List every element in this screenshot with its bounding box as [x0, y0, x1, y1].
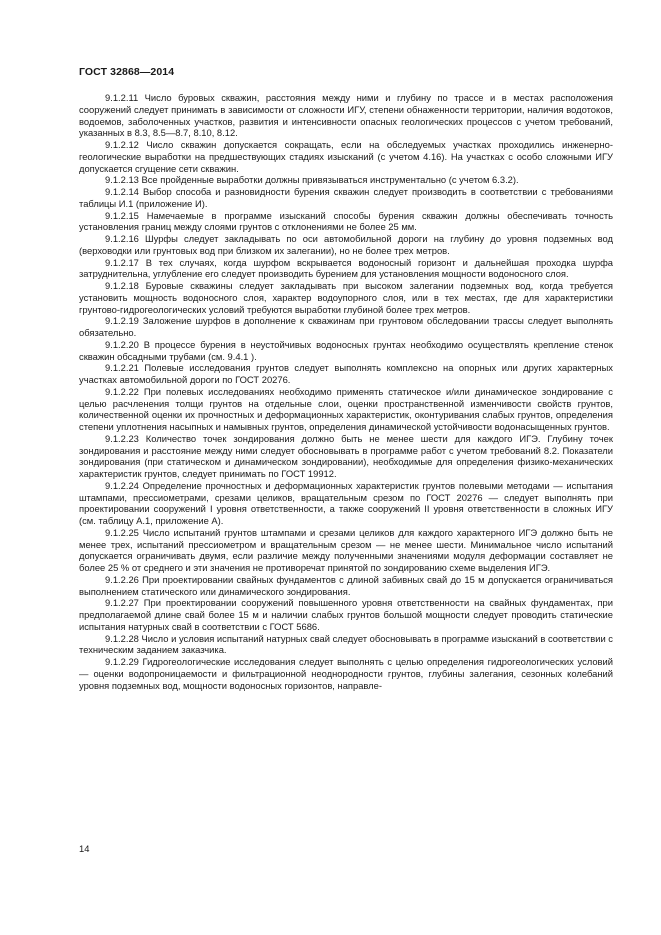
paragraph-9-1-2-25: 9.1.2.25 Число испытаний грунтов штампами и срезами целиков для каждого характерного ИГЭ должно быть не менее трех, испытаний прессиометром и вращательным срезом — не менее шести. Минимальное число испытаний допускается ограничивать двумя, если различие между полученными значениями модуля деформации составляет не более 25 % от среднего и эти значения не противоречат принятой по зондированию схеме выделения ИГЭ. [79, 526, 613, 573]
paragraph-9-1-2-22: 9.1.2.22 При полевых исследованиях необходимо применять статическое и/или динамическое зондирование с целью расчленения толщи грунтов на отдельные слои, оценки пространственной изменчивости свойств грунтов, количественной оценки их прочностных и деформационных характеристик, оконтуривания слабых грунтов, определения степени уплотнения насыпных и намывных грунтов, определения динамической устойчивости водонасыщенных грунтов. [79, 385, 613, 432]
paragraph-9-1-2-20: 9.1.2.20 В процессе бурения в неустойчивых водоносных грунтах необходимо осуществлять крепление стенок скважин обсадными трубами (см. 9.4.1 ). [79, 338, 613, 362]
paragraph-9-1-2-14: 9.1.2.14 Выбор способа и разновидности бурения скважин следует производить в соответствии с требованиями таблицы И.1 (приложение И). [79, 186, 613, 209]
paragraph-9-1-2-11: 9.1.2.11 Число буровых скважин, расстояния между ними и глубину по трассе и в местах расположения сооружений следует принимать в зависимости от сложности ИГУ, степени обнаженности территории, наличия водотоков, водоемов, заболоченных участков, развития и интенсивности опасных геологических процессов с учетом требований, указанных в 8.3, 8.5—8.7, 8.10, 8.12. [79, 92, 613, 139]
paragraph-9-1-2-18: 9.1.2.18 Буровые скважины следует закладывать при высоком залегании подземных вод, когда требуется установить мощность водоносного слоя, характер водоупорного слоя, или в тех местах, где для характеристики грунтово-гидрогеологических условий требуются выработки глубиной более трех метров. [79, 280, 613, 315]
paragraph-9-1-2-19: 9.1.2.19 Заложение шурфов в дополнение к скважинам при грунтовом обследовании трассы следует выполнять обязательно. [79, 315, 613, 338]
paragraph-9-1-2-24: 9.1.2.24 Определение прочностных и деформационных характеристик грунтов полевыми методами — испытания штампами, прессиометрами, срезами целиков, вращательным срезом по ГОСТ 20276 — следует выполнять при проектировании сооружений I уровня ответственности, а также сооружений II уровня ответственности в сложных ИГУ (см. таблицу А.1, приложение А). [79, 479, 613, 526]
paragraph-9-1-2-16: 9.1.2.16 Шурфы следует закладывать по оси автомобильной дороги на глубину до уровня подземных вод (верховодки или грунтовых вод при близком их залегании), но не более трех метров. [79, 233, 613, 256]
paragraph-9-1-2-29: 9.1.2.29 Гидрогеологические исследования следует выполнять с целью определения гидрогеологических условий — оценки водопроницаемости и фильтрационной неоднородности грунтов, глубины залегания, сезонных колебаний уровня подземных вод, мощности водоносных горизонтов, направле- [79, 656, 613, 691]
paragraph-9-1-2-13: 9.1.2.13 Все пройденные выработки должны привязываться инструментально (с учетом 6.3.2). [105, 174, 519, 186]
paragraph-9-1-2-26: 9.1.2.26 При проектировании свайных фундаментов с длиной забивных свай до 15 м допускается ограничиваться выполнением статического или динамического зондирования. [79, 573, 613, 597]
document-body [79, 92, 613, 691]
document-header-title: ГОСТ 32868—2014 [79, 66, 175, 78]
paragraph-9-1-2-21: 9.1.2.21 Полевые исследования грунтов следует выполнять комплексно на опорных или других характерных участках автомобильной дороги по ГОСТ 20276. [79, 362, 613, 385]
paragraph-9-1-2-27: 9.1.2.27 При проектировании сооружений повышенного уровня ответственности на свайных фундаментах, при предполагаемой длине свай более 15 м и наличии слабых грунтов большой мощности следует проводить статические испытания натурных свай в соответствии с ГОСТ 5686. [79, 597, 613, 632]
paragraph-9-1-2-23: 9.1.2.23 Количество точек зондирования должно быть не менее шести для каждого ИГЭ. Глубину точек зондирования и расстояние между ними следует обосновывать в программе работ с учетом требований 8.2. Показатели зондирования (при статическом и динамическом зондировании), необходимые для определения физико-механических характеристик грунтов, следует принимать по ГОСТ 19912. [79, 432, 613, 479]
paragraph-9-1-2-17: 9.1.2.17 В тех случаях, когда шурфом вскрывается водоносный горизонт и дальнейшая проходка шурфа затруднительна, углубление его следует производить бурением для установления мощности водоносного слоя. [79, 256, 613, 280]
paragraph-9-1-2-12: 9.1.2.12 Число скважин допускается сокращать, если на обследуемых участках проходились инженерно-геологические выработки на предшествующих стадиях изысканий (с учетом 4.16). На участках с особо сложными ИГУ допускается сгущение сети скважин. [79, 139, 613, 174]
paragraph-9-1-2-28: 9.1.2.28 Число и условия испытаний натурных свай следует обосновывать в программе изысканий в соответствии с техническим заданием заказчика. [79, 632, 613, 656]
paragraph-9-1-2-15: 9.1.2.15 Намечаемые в программе изысканий способы бурения скважин должны обеспечивать точность установления границ между слоями грунтов с отклонениями не более 25 мм. [79, 209, 613, 233]
page-number: 14 [79, 843, 90, 854]
